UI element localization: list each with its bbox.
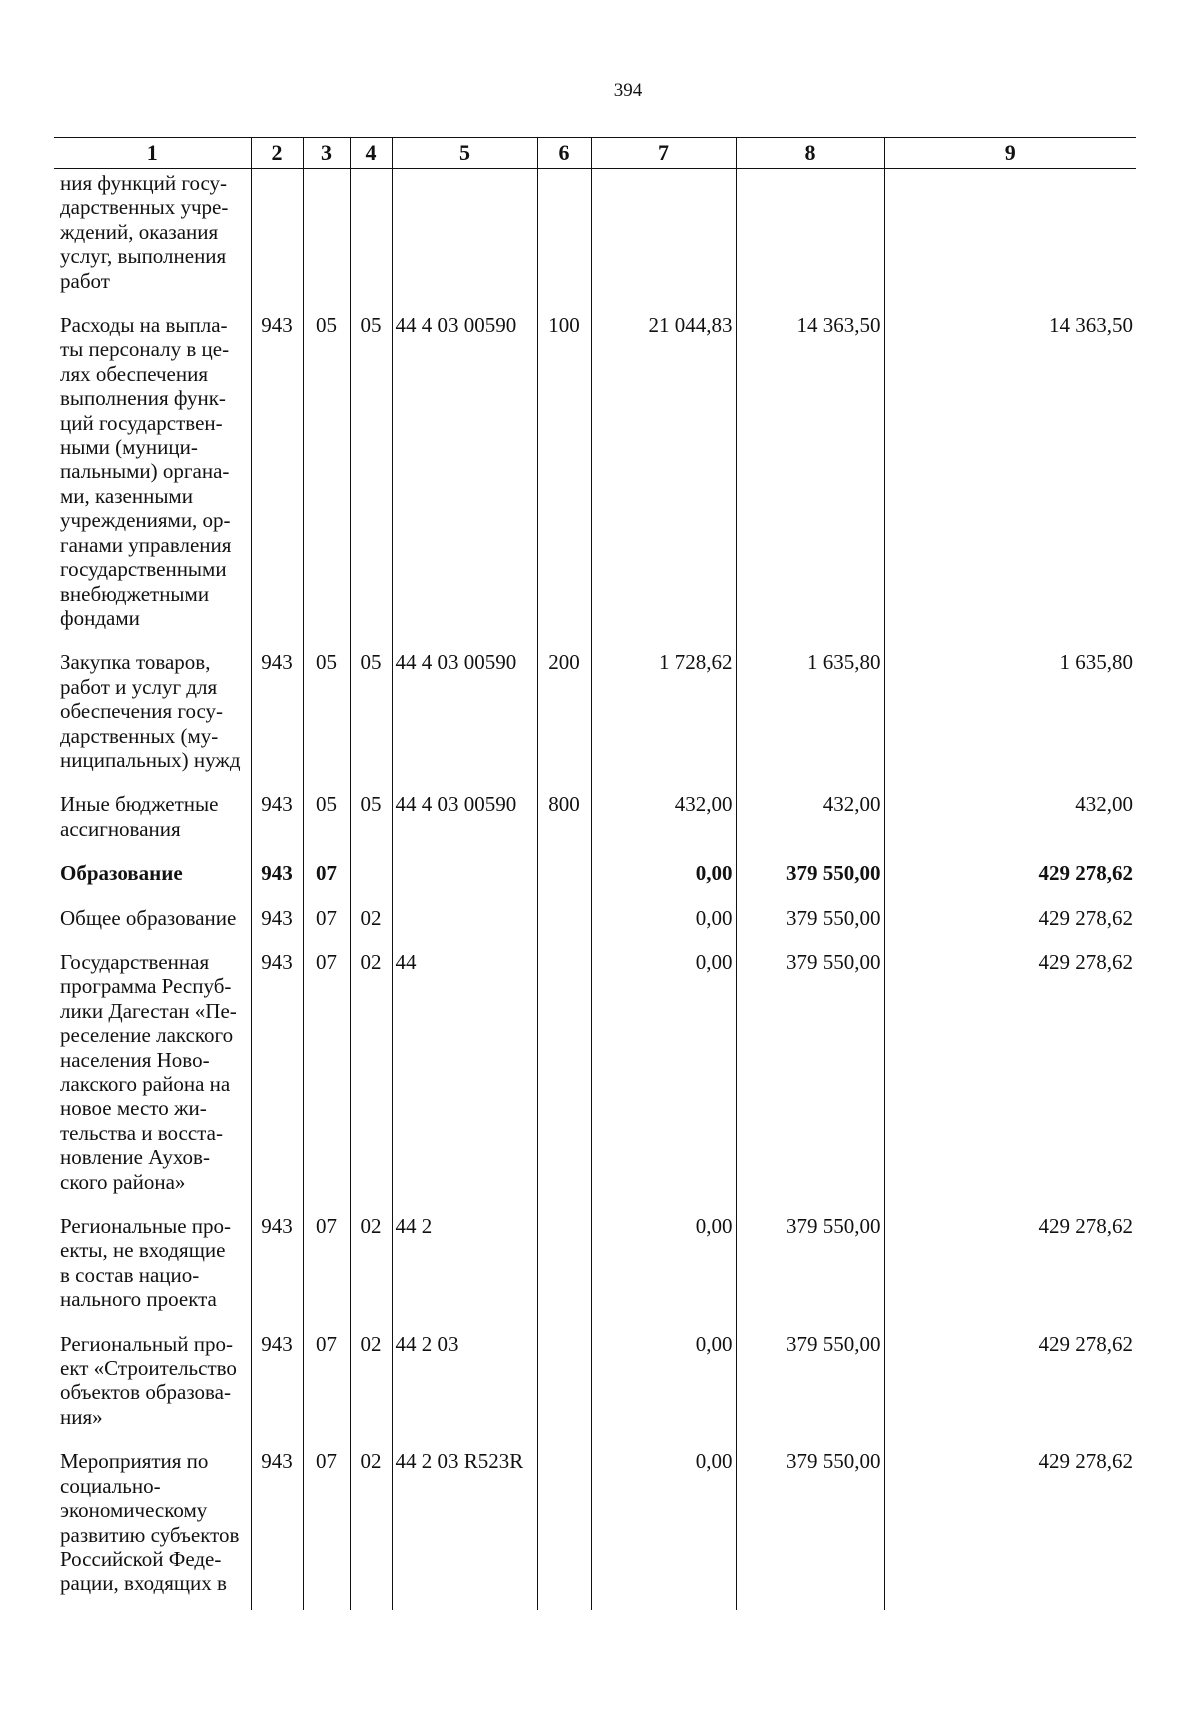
- row-col-4: 02: [350, 950, 392, 1214]
- row-col-3: 07: [303, 906, 350, 950]
- row-col-2: [251, 169, 303, 314]
- row-col-5: 44: [392, 950, 537, 1214]
- row-col-3: 07: [303, 950, 350, 1214]
- row-col-9: 429 278,62: [884, 861, 1136, 905]
- row-col-6: [537, 1332, 591, 1450]
- header-col-6: 6: [537, 138, 591, 169]
- header-col-3: 3: [303, 138, 350, 169]
- row-col-2: 943: [251, 1332, 303, 1450]
- row-col-9: 429 278,62: [884, 1449, 1136, 1609]
- row-col-4: 05: [350, 792, 392, 861]
- row-col-4: [350, 169, 392, 314]
- row-col-6: 200: [537, 650, 591, 792]
- row-col-9: [884, 169, 1136, 314]
- row-col-9: 14 363,50: [884, 313, 1136, 650]
- row-col-7: 0,00: [591, 950, 736, 1214]
- row-col-2: 943: [251, 1214, 303, 1332]
- table-row: [54, 1332, 1136, 1450]
- row-name: Расходы на выпла- ты персоналу в це- лях обеспечения выполнения функ- ций государствен- ными (муници- пальными) органа- ми, казенными учреждениями, ор- ганами управления государственными внебюджетными фондами: [60, 313, 232, 630]
- table-row: [54, 1449, 1136, 1609]
- row-name: Региональные про- екты, не входящие в состав нацио- нального проекта: [60, 1214, 232, 1312]
- row-col-3: 07: [303, 1332, 350, 1450]
- row-col-8: 379 550,00: [736, 906, 884, 950]
- header-col-9: 9: [884, 138, 1136, 169]
- header-col-1: 1: [54, 138, 251, 169]
- table-row: [54, 861, 1136, 905]
- row-name: Региональный про- ект «Строительство объектов образова- ния»: [60, 1331, 237, 1429]
- row-col-7: 0,00: [591, 1214, 736, 1332]
- row-col-6: [537, 861, 591, 905]
- row-name: Государственная программа Респуб- лики Дагестан «Пе- реселение лакского населения Ново- лакского района на новое место жи- тельства и восста- новление Аухов- ского района»: [60, 949, 237, 1194]
- row-col-2: 943: [251, 1449, 303, 1609]
- row-col-3: [303, 169, 350, 314]
- row-col-4: 05: [350, 313, 392, 650]
- row-name: Мероприятия по социально- экономическому развитию субъектов Российской Феде- рации, входящих в: [60, 1449, 240, 1596]
- row-col-3: 05: [303, 313, 350, 650]
- table-row: [54, 906, 1136, 950]
- row-col-2: 943: [251, 313, 303, 650]
- row-col-6: 800: [537, 792, 591, 861]
- row-col-5: [392, 169, 537, 314]
- row-col-3: 07: [303, 861, 350, 905]
- row-col-9: 429 278,62: [884, 950, 1136, 1214]
- row-col-8: 379 550,00: [736, 1449, 884, 1609]
- row-col-4: 02: [350, 906, 392, 950]
- row-col-9: 429 278,62: [884, 1214, 1136, 1332]
- row-col-3: 05: [303, 792, 350, 861]
- row-col-5: 44 2 03 R523R: [392, 1449, 537, 1609]
- row-col-2: 943: [251, 792, 303, 861]
- row-col-3: 07: [303, 1214, 350, 1332]
- row-col-5: [392, 906, 537, 950]
- page-number: 394: [613, 80, 643, 101]
- row-col-6: [537, 169, 591, 314]
- row-col-7: 21 044,83: [591, 313, 736, 650]
- table-row: [54, 792, 1136, 861]
- row-col-4: [350, 861, 392, 905]
- row-name: Иные бюджетные ассигнования: [60, 792, 219, 841]
- row-col-4: 05: [350, 650, 392, 792]
- row-name: Образование: [60, 861, 183, 886]
- header-row: [54, 138, 1136, 169]
- row-col-9: 429 278,62: [884, 906, 1136, 950]
- row-col-8: 379 550,00: [736, 1332, 884, 1450]
- header-col-2: 2: [251, 138, 303, 169]
- row-col-2: 943: [251, 861, 303, 905]
- header-col-4: 4: [350, 138, 392, 169]
- row-col-4: 02: [350, 1332, 392, 1450]
- table-row: [54, 169, 1136, 314]
- row-col-7: 0,00: [591, 906, 736, 950]
- row-col-8: 379 550,00: [736, 1214, 884, 1332]
- row-name: Закупка товаров, работ и услуг для обеспечения госу- дарственных (му- ниципальных) нужд: [60, 650, 241, 772]
- row-col-7: 1 728,62: [591, 650, 736, 792]
- row-col-5: 44 2 03: [392, 1332, 537, 1450]
- table-row: [54, 950, 1136, 1214]
- row-col-9: 1 635,80: [884, 650, 1136, 792]
- header-col-8: 8: [736, 138, 884, 169]
- row-col-7: [591, 169, 736, 314]
- row-col-6: 100: [537, 313, 591, 650]
- row-col-8: 1 635,80: [736, 650, 884, 792]
- table-row: [54, 650, 1136, 792]
- row-col-7: 432,00: [591, 792, 736, 861]
- row-col-6: [537, 906, 591, 950]
- row-col-8: 432,00: [736, 792, 884, 861]
- row-col-2: 943: [251, 950, 303, 1214]
- row-col-7: 0,00: [591, 1332, 736, 1450]
- row-col-9: 432,00: [884, 792, 1136, 861]
- row-col-8: 379 550,00: [736, 950, 884, 1214]
- row-col-5: 44 4 03 00590: [392, 650, 537, 792]
- row-col-6: [537, 1214, 591, 1332]
- table-row: [54, 1214, 1136, 1332]
- header-col-7: 7: [591, 138, 736, 169]
- row-col-3: 05: [303, 650, 350, 792]
- row-col-5: 44 4 03 00590: [392, 313, 537, 650]
- row-col-7: 0,00: [591, 861, 736, 905]
- row-col-5: 44 4 03 00590: [392, 792, 537, 861]
- header-col-5: 5: [392, 138, 537, 169]
- row-col-6: [537, 950, 591, 1214]
- row-name: Общее образование: [60, 905, 237, 930]
- table-row: [54, 313, 1136, 650]
- row-col-2: 943: [251, 650, 303, 792]
- table-body: [54, 169, 1136, 1610]
- budget-table: [54, 137, 1136, 1610]
- row-col-7: 0,00: [591, 1449, 736, 1609]
- row-col-5: 44 2: [392, 1214, 537, 1332]
- row-col-5: [392, 861, 537, 905]
- row-col-4: 02: [350, 1449, 392, 1609]
- row-col-3: 07: [303, 1449, 350, 1609]
- row-col-8: 14 363,50: [736, 313, 884, 650]
- row-col-9: 429 278,62: [884, 1332, 1136, 1450]
- row-col-8: [736, 169, 884, 314]
- row-col-6: [537, 1449, 591, 1609]
- row-col-4: 02: [350, 1214, 392, 1332]
- row-name: ния функций госу- дарственных учре- ждений, оказания услуг, выполнения работ: [60, 171, 229, 293]
- row-col-8: 379 550,00: [736, 861, 884, 905]
- row-col-2: 943: [251, 906, 303, 950]
